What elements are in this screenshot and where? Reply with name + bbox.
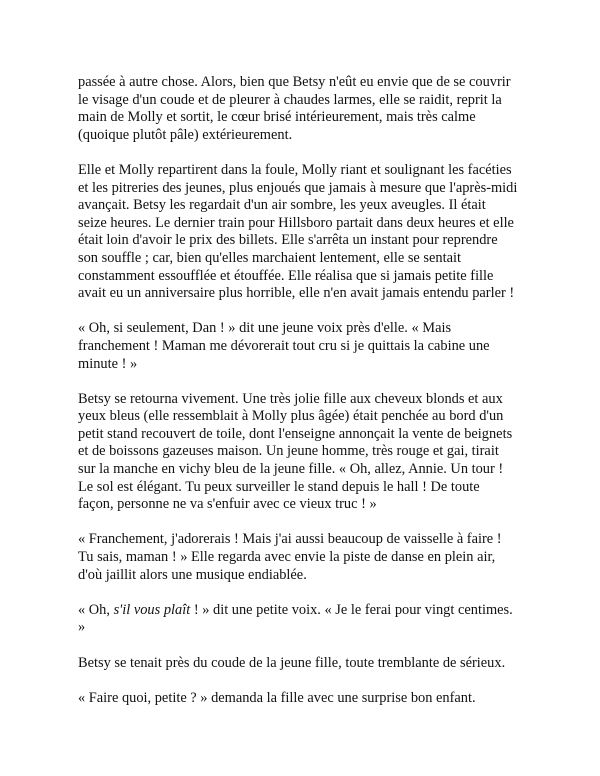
text-line: Elle et Molly repartirent dans la foule, Molly riant et soulignant les facéties [78,161,512,178]
text-line: Le sol est élégant. Tu peux surveiller le stand depuis le hall ! De toute [78,478,480,495]
text-line: « Oh, si seulement, Dan ! » dit une jeune voix près d'elle. « Mais [78,320,452,337]
text-line: « Franchement, j'adorerais ! Mais j'ai aussi beaucoup de vaisselle à faire ! [78,531,502,548]
text-line: façon, personne ne va s'enfuir avec ce vieux truc ! » [78,496,377,513]
text-run: « Oh, [78,601,114,618]
text-run: ! » dit une petite voix. « Je le ferai pour vingt centimes. [190,601,513,618]
text-line: et les pitreries des jeunes, plus enjoués que jamais à mesure que l'après-midi [78,179,518,196]
paragraph-7 [78,655,528,673]
text-line: et de boissons gazeuses maison. Un jeune homme, très rouge et gai, tirait [78,443,499,460]
text-line: avait eu un anniversaire plus horrible, elle n'en avait jamais entendu parler ! [78,285,515,302]
text-line: (quoique plutôt pâle) extérieurement. [78,126,293,143]
text-line: sur la manche en vichy bleu de la jeune fille. « Oh, allez, Annie. Un tour ! [78,461,504,478]
text-line: seize heures. Le dernier train pour Hillsboro partait dans deux heures et elle [78,214,514,231]
paragraph-3 [78,320,528,373]
document-page [78,74,528,725]
text-line: franchement ! Maman me dévorerait tout cru si je quittais la cabine une [78,337,490,354]
paragraph-6 [78,602,528,637]
text-line: Betsy se tenait près du coude de la jeune fille, toute tremblante de sérieux. [78,654,506,671]
text-line: Betsy se retourna vivement. Une très jolie fille aux cheveux blonds et aux [78,390,503,407]
text-line: Tu sais, maman ! » Elle regarda avec envie la piste de danse en plein air, [78,549,496,566]
paragraph-2 [78,162,528,303]
text-line: petit stand recouvert de toile, dont l'enseigne annonçait la vente de beignets [78,425,513,442]
text-line: » [78,619,86,636]
text-line: était loin d'avoir le prix des billets. Elle s'arrêta un instant pour reprendre [78,232,498,249]
paragraph-4 [78,391,528,514]
paragraph-1 [78,74,528,144]
text-line: avançait. Betsy les regardait d'un air sombre, les yeux aveugles. Il était [78,197,486,214]
text-line: passée à autre chose. Alors, bien que Betsy n'eût eu envie que de se couvrir [78,74,511,90]
paragraph-8 [78,690,528,708]
text-line: minute ! » [78,355,138,372]
text-line: « Faire quoi, petite ? » demanda la fille avec une surprise bon enfant. [78,689,476,706]
text-line: le visage d'un coude et de pleurer à chaudes larmes, elle se raidit, reprit la [78,91,502,108]
italic-text-run: s'il vous plaît [113,601,191,618]
text-line: yeux bleus (elle ressemblait à Molly plus âgée) était penchée au bord d'un [78,408,504,425]
text-line: constamment essoufflée et étouffée. Elle réalisa que si jamais petite fille [78,267,494,284]
paragraph-5 [78,531,528,584]
text-line [78,602,528,620]
text-line: d'où jaillit alors une musique endiablée. [78,566,307,583]
text-line: son souffle ; car, bien qu'elles marchaient lentement, elle se sentait [78,249,461,266]
text-line: main de Molly et sortit, le cœur brisé intérieurement, mais très calme [78,109,476,126]
